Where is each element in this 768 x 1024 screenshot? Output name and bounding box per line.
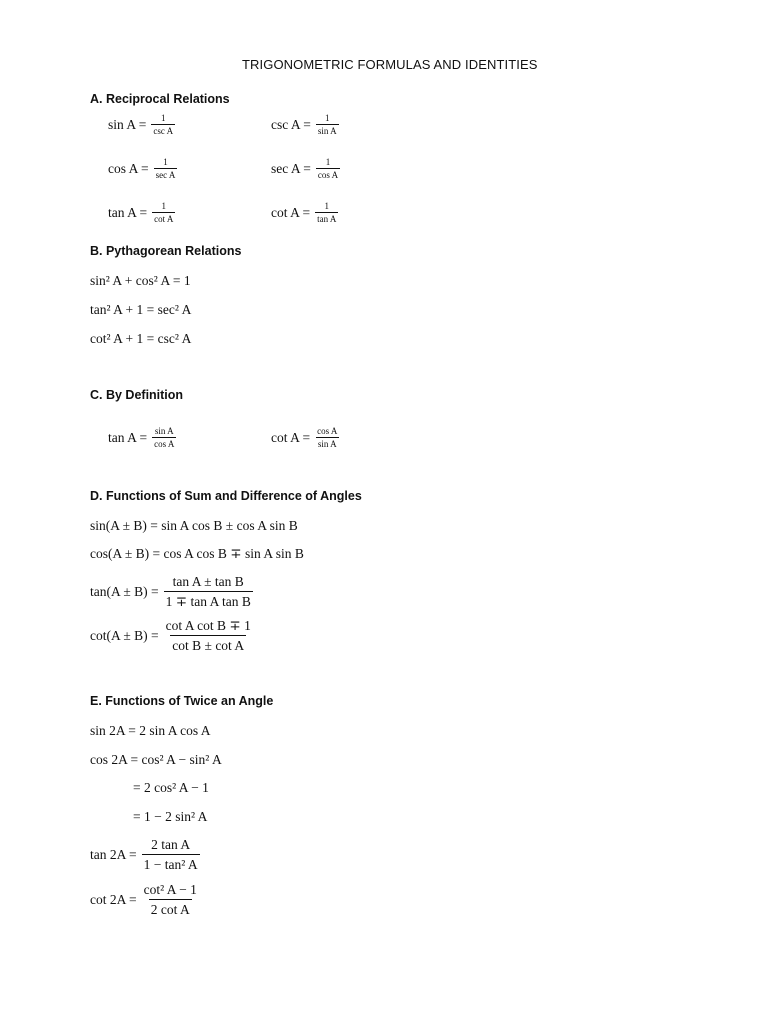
double-angle-cos-alt-1: = 2 cos² A − 1 (133, 780, 209, 795)
denominator: csc A (153, 126, 174, 136)
numerator: cot² A − 1 (143, 882, 197, 897)
double-angle-cos: cos 2A = cos² A − sin² A (90, 752, 222, 767)
pythagorean-identity-3: cot² A + 1 = csc² A (90, 331, 192, 346)
denominator: cot A (154, 214, 174, 224)
denominator: sin A (317, 126, 337, 136)
fraction (152, 426, 176, 449)
double-angle-cot (90, 881, 199, 918)
formula-lhs: sec A = (271, 160, 311, 176)
sum-formula-cot (90, 617, 253, 654)
numerator: 1 (161, 201, 166, 211)
formula-lhs: tan A = (108, 429, 148, 445)
fraction (152, 201, 175, 224)
page-title: TRIGONOMETRIC FORMULAS AND IDENTITIES (242, 57, 538, 72)
section-b-heading: B. Pythagorean Relations (90, 244, 242, 258)
pythagorean-identity-1: sin² A + cos² A = 1 (90, 273, 191, 288)
fraction (151, 113, 175, 136)
numerator: 1 (325, 113, 330, 123)
numerator: cos A (317, 426, 338, 436)
fraction (315, 201, 338, 224)
section-d-heading: D. Functions of Sum and Difference of Angles (90, 489, 362, 503)
denominator: cos A (154, 439, 175, 449)
definition-cot (271, 426, 339, 449)
formula-cot-reciprocal (271, 201, 338, 224)
fraction (142, 836, 200, 873)
sum-formula-sin: sin(A ± B) = sin A cos B ± cos A sin B (90, 518, 298, 533)
formula-csc-reciprocal (271, 113, 339, 136)
denominator: sec A (155, 170, 176, 180)
double-angle-sin: sin 2A = 2 sin A cos A (90, 723, 211, 738)
numerator: 1 (324, 201, 329, 211)
denominator: 1 − tan² A (142, 854, 200, 873)
numerator: cot A cot B ∓ 1 (165, 618, 251, 633)
fraction (316, 157, 340, 180)
formula-lhs: cos A = (108, 160, 149, 176)
denominator: cos A (317, 170, 339, 180)
formula-lhs: tan A = (108, 204, 148, 220)
numerator: tan A ± tan B (172, 574, 244, 589)
sum-formula-tan (90, 573, 253, 610)
fraction (142, 881, 199, 918)
double-angle-tan (90, 836, 200, 873)
definition-tan (108, 426, 176, 449)
formula-lhs: tan(A ± B) = (90, 583, 159, 599)
formula-lhs: cot(A ± B) = (90, 627, 159, 643)
fraction (315, 426, 339, 449)
formula-lhs: cot 2A = (90, 891, 137, 907)
fraction (154, 157, 178, 180)
denominator: 2 cot A (149, 899, 192, 918)
denominator: 1 ∓ tan A tan B (164, 591, 253, 610)
denominator: sin A (317, 439, 337, 449)
numerator: 1 (163, 157, 168, 167)
formula-lhs: sin A = (108, 116, 147, 132)
fraction (164, 617, 253, 654)
double-angle-cos-alt-2: = 1 − 2 sin² A (133, 809, 208, 824)
formula-lhs: tan 2A = (90, 846, 137, 862)
section-c-heading: C. By Definition (90, 388, 184, 402)
formula-cos-reciprocal (108, 157, 177, 180)
pythagorean-identity-2: tan² A + 1 = sec² A (90, 302, 192, 317)
numerator: 1 (325, 157, 331, 167)
formula-lhs: cot A = (271, 429, 311, 445)
numerator: 1 (161, 113, 166, 123)
formula-sec-reciprocal (271, 157, 340, 180)
formula-sin-reciprocal (108, 113, 175, 136)
fraction (164, 573, 253, 610)
section-e-heading: E. Functions of Twice an Angle (90, 694, 274, 708)
formula-tan-reciprocal (108, 201, 175, 224)
section-a-heading: A. Reciprocal Relations (90, 92, 230, 106)
numerator: sin A (154, 426, 174, 436)
denominator: cot B ± cot A (170, 635, 246, 654)
numerator: 2 tan A (151, 837, 191, 852)
formula-lhs: csc A = (271, 116, 311, 132)
formula-lhs: cot A = (271, 204, 311, 220)
sum-formula-cos: cos(A ± B) = cos A cos B ∓ sin A sin B (90, 546, 304, 561)
denominator: tan A (317, 214, 337, 224)
fraction (316, 113, 339, 136)
